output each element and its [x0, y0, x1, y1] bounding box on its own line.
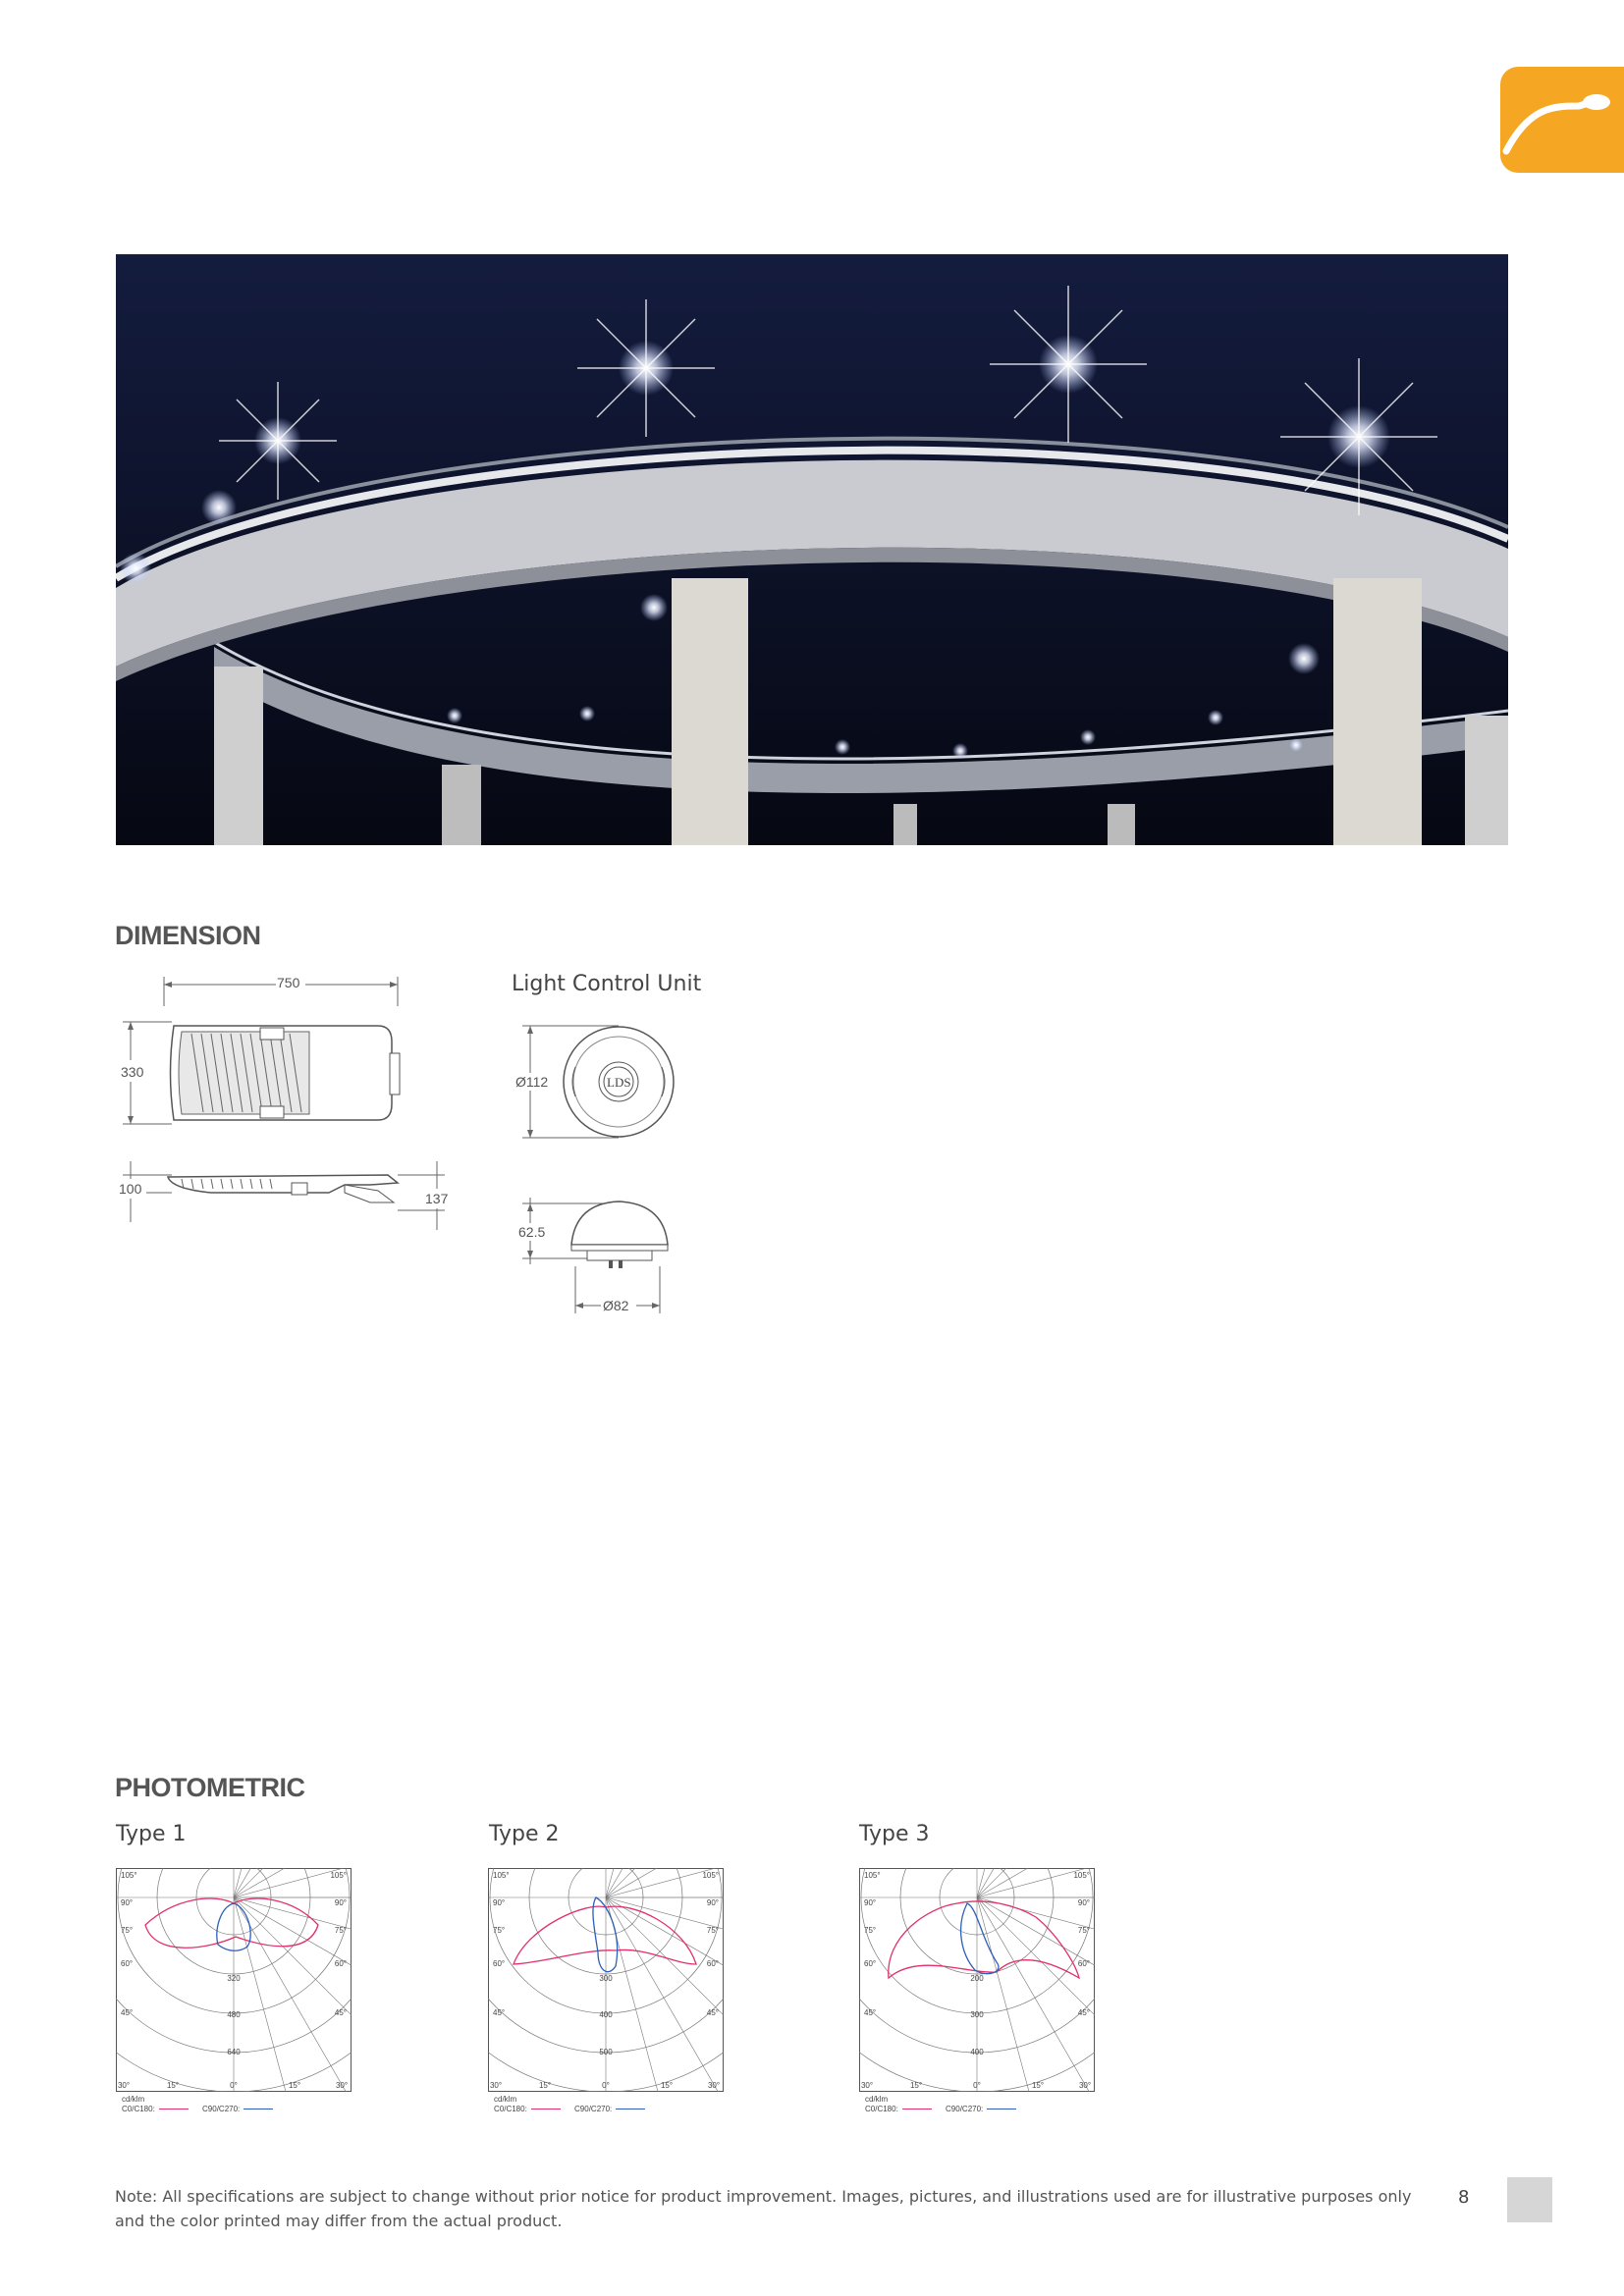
ring-value-label: 200: [970, 1974, 984, 1983]
dim-side-left-label: 100: [119, 1181, 142, 1197]
lcu-side-view-drawing: [511, 1188, 687, 1325]
lcu-diameter-label: Ø112: [515, 1074, 549, 1090]
bottom-angle-label: 15°: [909, 2081, 923, 2090]
angle-label-left: 45°: [864, 2008, 877, 2017]
angle-label-left: 45°: [121, 2008, 134, 2017]
angle-label-left: 90°: [121, 1898, 134, 1907]
polar-chart-type-1: [116, 1868, 352, 2092]
legend-c0-label: C0/C180:: [122, 2105, 155, 2113]
bottom-angle-label: 30°: [489, 2081, 503, 2090]
lcu-logo-text: LDS: [607, 1075, 631, 1090]
dim-side-right-label: 137: [425, 1191, 449, 1206]
lcu-base-label: Ø82: [603, 1298, 629, 1313]
legend-c0-label: C0/C180:: [865, 2105, 898, 2113]
polar-chart-type-2: [488, 1868, 724, 2092]
lcu-title: Light Control Unit: [512, 972, 702, 996]
ring-value-label: 640: [227, 2048, 241, 2056]
dim-width-label: 750: [277, 975, 300, 990]
streetlight-logo-icon: [1500, 67, 1624, 173]
legend-c90-label: C90/C270:: [202, 2105, 241, 2113]
lcu-height-label: 62.5: [518, 1224, 546, 1240]
bottom-angle-label: 0°: [602, 2081, 610, 2090]
angle-label-left: 60°: [864, 1959, 877, 1968]
angle-label-right: 90°: [334, 1898, 347, 1907]
angle-label-right: 75°: [706, 1926, 719, 1935]
night-bridge-photo: [116, 254, 1508, 845]
angle-label-left: 105°: [864, 1871, 881, 1880]
legend-unit: cd/klm: [122, 2095, 145, 2104]
angle-label-right: 105°: [330, 1871, 347, 1880]
angle-label-right: 75°: [1077, 1926, 1090, 1935]
angle-label-right: 105°: [702, 1871, 719, 1880]
angle-label-right: 60°: [1077, 1959, 1090, 1968]
angle-label-left: 75°: [864, 1926, 877, 1935]
angle-label-right: 45°: [1077, 2008, 1090, 2017]
angle-label-right: 45°: [334, 2008, 347, 2017]
bottom-angle-label: 30°: [860, 2081, 874, 2090]
luminaire-top-view-drawing: [113, 967, 466, 1153]
angle-label-right: 90°: [706, 1898, 719, 1907]
ring-value-label: 480: [227, 2010, 241, 2019]
page-tab-marker: [1507, 2177, 1552, 2222]
bottom-angle-label: 15°: [288, 2081, 301, 2090]
bottom-angle-label: 30°: [117, 2081, 131, 2090]
lcu-top-view-drawing: [511, 1016, 687, 1144]
legend-c0-label: C0/C180:: [494, 2105, 527, 2113]
bottom-angle-label: 15°: [166, 2081, 180, 2090]
dimension-title: DIMENSION: [115, 921, 261, 950]
legend-c90-label: C90/C270:: [946, 2105, 984, 2113]
angle-label-left: 60°: [121, 1959, 134, 1968]
angle-label-left: 75°: [493, 1926, 506, 1935]
bottom-angle-label: 30°: [707, 2081, 721, 2090]
bottom-angle-label: 0°: [230, 2081, 238, 2090]
angle-label-left: 90°: [493, 1898, 506, 1907]
angle-label-left: 105°: [493, 1871, 510, 1880]
ring-value-label: 500: [599, 2048, 613, 2056]
legend-unit: cd/klm: [865, 2095, 889, 2104]
angle-label-right: 45°: [706, 2008, 719, 2017]
bottom-angle-label: 30°: [335, 2081, 349, 2090]
bottom-angle-label: 15°: [1031, 2081, 1045, 2090]
brand-logo: [1500, 67, 1624, 173]
ring-value-label: 400: [599, 2010, 613, 2019]
chart-label-type-2: Type 2: [489, 1822, 560, 1846]
ring-value-label: 400: [970, 2048, 984, 2056]
angle-label-left: 90°: [864, 1898, 877, 1907]
legend-type-3: [865, 2095, 1020, 2114]
footer-note: Note: All specifications are subject to change without prior notice for product improvement. Images, pictures, and illustrations used are for illustrative purposes only and the color printed may differ from the actual product.: [115, 2187, 1412, 2230]
angle-label-right: 60°: [334, 1959, 347, 1968]
page-number: 8: [1458, 2187, 1470, 2208]
polar-chart-type-3: [859, 1868, 1095, 2092]
chart-label-type-1: Type 1: [116, 1822, 187, 1846]
legend-c90-label: C90/C270:: [574, 2105, 613, 2113]
angle-label-left: 75°: [121, 1926, 134, 1935]
legend-type-1: [122, 2095, 277, 2114]
ring-value-label: 300: [970, 2010, 984, 2019]
angle-label-right: 105°: [1073, 1871, 1090, 1880]
angle-label-right: 75°: [334, 1926, 347, 1935]
angle-label-left: 45°: [493, 2008, 506, 2017]
legend-type-2: [494, 2095, 649, 2114]
bottom-angle-label: 15°: [660, 2081, 674, 2090]
angle-label-right: 60°: [706, 1959, 719, 1968]
photometric-title: PHOTOMETRIC: [115, 1773, 305, 1802]
dim-height-label: 330: [121, 1064, 144, 1080]
bottom-angle-label: 0°: [973, 2081, 981, 2090]
angle-label-left: 105°: [121, 1871, 137, 1880]
ring-value-label: 320: [227, 1974, 241, 1983]
luminaire-side-view-drawing: [113, 1153, 466, 1242]
chart-label-type-3: Type 3: [859, 1822, 930, 1846]
bottom-angle-label: 15°: [538, 2081, 552, 2090]
legend-unit: cd/klm: [494, 2095, 517, 2104]
bottom-angle-label: 30°: [1078, 2081, 1092, 2090]
angle-label-right: 90°: [1077, 1898, 1090, 1907]
angle-label-left: 60°: [493, 1959, 506, 1968]
ring-value-label: 300: [599, 1974, 613, 1983]
hero-image: [116, 254, 1508, 845]
